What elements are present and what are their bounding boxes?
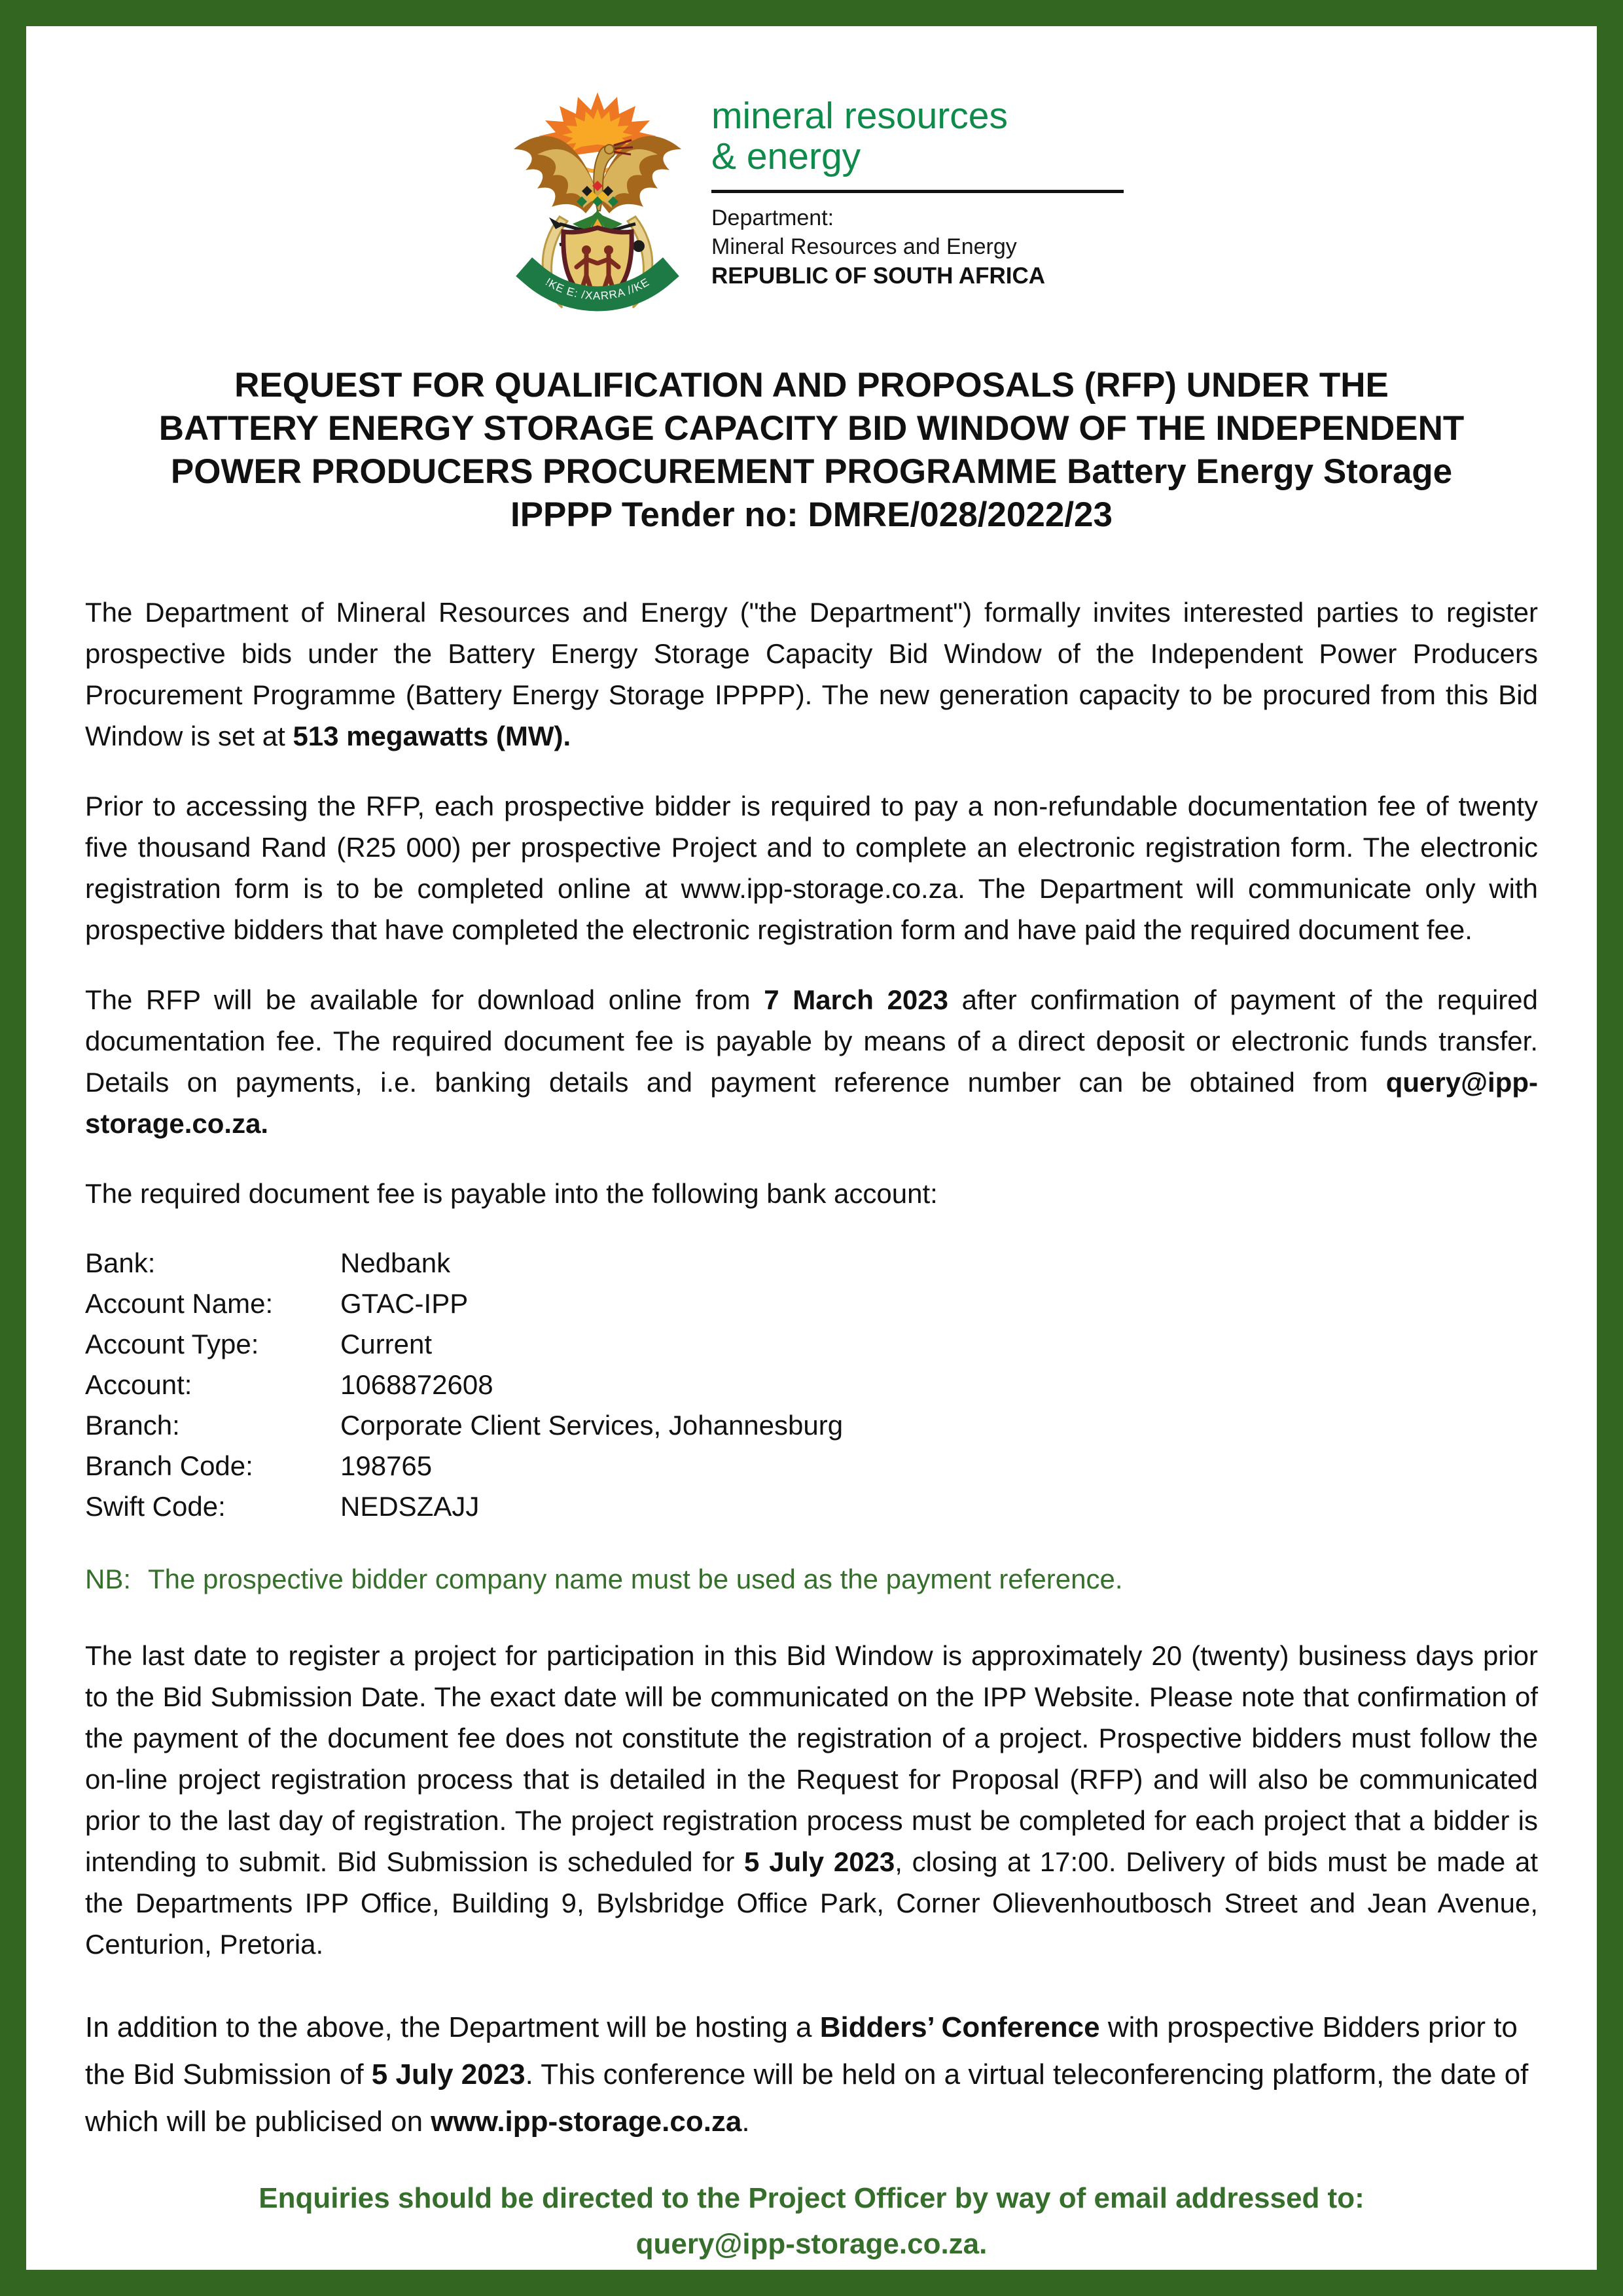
bidders-conference-bold: Bidders’ Conference <box>819 2011 1100 2043</box>
table-row <box>85 1243 1538 1283</box>
capacity-bold: 513 megawatts (MW). <box>293 721 571 751</box>
registration-text-1: The last date to register a project for participation in this Bid Window is approximately 20 (twenty) business days prior to the Bid Submission Date. The exact date will be communicated on the IPP Website. Please note that confirmation of the payment of the document fee does not constitute the registration of a project. Prospective bidders must follow the on-line project registration process that is detailed in the Request for Proposal (RFP) and will also be communicated prior to the last day of registration. The project registration process must be completed for each project that a bidder is intending to submit. Bid Submission is scheduled for <box>85 1640 1538 1877</box>
table-row <box>85 1486 1538 1527</box>
paragraph-rfp-download <box>85 979 1538 1144</box>
brand-line-1: mineral resources <box>711 95 1008 137</box>
table-row <box>85 1405 1538 1446</box>
registration-text-2: , closing at 17:00. Delivery of bids must be made at the Departments IPP Office, Building 9, Bylsbridge Office Park, Corner Olievenhoutbosch Street and Jean Avenue, Centurion, Pretoria. <box>85 1846 1538 1960</box>
table-row <box>85 1365 1538 1405</box>
conference-text-4: . <box>741 2106 750 2138</box>
enquiries-footer <box>85 2176 1538 2267</box>
motto-text: !KE E: /XARRA //KE <box>543 276 652 302</box>
query-email-bold: query@ipp-storage.co.za. <box>85 1067 1538 1139</box>
bank-account-intro: The required document fee is payable into the following bank account: <box>85 1178 938 1209</box>
title-line-3: POWER PRODUCERS PROCUREMENT PROGRAMME Battery Energy Storage <box>170 452 1453 491</box>
website-bold: www.ipp-storage.co.za <box>431 2106 742 2138</box>
document-body <box>85 592 1538 2145</box>
table-row <box>85 1283 1538 1324</box>
title-line-4: IPPPP Tender no: DMRE/028/2022/23 <box>510 495 1113 534</box>
swift-code-label: Swift Code: <box>85 1491 226 1522</box>
department-logo <box>85 89 1538 318</box>
conference-text-1: In addition to the above, the Department will be hosting a <box>85 2011 820 2043</box>
conference-text-2: with prospective Bidders prior to the Bid Submission of <box>85 2011 1518 2090</box>
enquiries-email: query@ipp-storage.co.za. <box>635 2228 988 2260</box>
branch-value: Corporate Client Services, Johannesburg <box>340 1410 844 1441</box>
bank-details-table <box>85 1243 1538 1527</box>
table-row <box>85 1446 1538 1486</box>
nb-text: The prospective bidder company name must be used as the payment reference. <box>148 1564 1123 1594</box>
branch-code-label: Branch Code: <box>85 1450 253 1481</box>
paragraph-invitation <box>85 592 1538 757</box>
bank-value: Nedbank <box>340 1247 451 1278</box>
account-name-value: GTAC-IPP <box>340 1288 469 1319</box>
branch-code-value: 198765 <box>340 1450 433 1481</box>
brand-block <box>711 89 1124 291</box>
paragraph-document-fee: Prior to accessing the RFP, each prospective bidder is required to pay a non-refundable documentation fee of twenty five thousand Rand (R25 000) per prospective Project and to complete an electronic registration form. The electronic registration form is to be completed online at www.ipp-storage.co.za. The Department will communicate only with prospective bidders that have completed the electronic registration form and have paid the required document fee. <box>85 791 1538 945</box>
department-label: Department: <box>711 206 834 230</box>
account-name-label: Account Name: <box>85 1288 274 1319</box>
coat-of-arms <box>499 89 696 318</box>
account-type-value: Current <box>340 1329 433 1359</box>
table-row <box>85 1324 1538 1365</box>
invitation-text: The Department of Mineral Resources and Energy ("the Department") formally invites interested parties to register prospective bids under the Battery Energy Storage Capacity Bid Window of the Independent Power Producers Procurement Programme (Battery Energy Storage IPPPP). The new generation capacity to be procured from this Bid Window is set at <box>85 597 1538 751</box>
conference-date-bold: 5 July 2023 <box>371 2058 526 2090</box>
swift-code-value: NEDSZAJJ <box>340 1491 480 1522</box>
header <box>85 89 1538 318</box>
country-name: REPUBLIC OF SOUTH AFRICA <box>711 263 1046 289</box>
paragraph-registration <box>85 1635 1538 1965</box>
payment-reference-note <box>85 1558 1538 1600</box>
nb-label: NB: <box>85 1564 132 1594</box>
brand-line-2: & energy <box>711 135 861 177</box>
account-type-label: Account Type: <box>85 1329 259 1359</box>
paragraph-bidders-conference <box>85 2004 1538 2145</box>
account-number-label: Account: <box>85 1369 192 1400</box>
branch-label: Branch: <box>85 1410 180 1441</box>
submission-date-bold: 5 July 2023 <box>744 1846 895 1877</box>
document-title <box>85 364 1538 537</box>
conference-text-3: . This conference will be held on a virtual teleconferencing platform, the date of which will be publicised on <box>85 2058 1529 2138</box>
rfp-download-text-2: after confirmation of payment of the required documentation fee. The required document fee is payable by means of a direct deposit or electronic funds transfer. Details on payments, i.e. banking details and payment reference number can be obtained from <box>85 984 1538 1098</box>
account-number-value: 1068872608 <box>340 1369 493 1400</box>
bank-label: Bank: <box>85 1247 156 1278</box>
department-name: Mineral Resources and Energy <box>711 234 1017 259</box>
brand-divider <box>711 190 1124 193</box>
title-line-2: BATTERY ENERGY STORAGE CAPACITY BID WINDOW OF THE INDEPENDENT <box>158 409 1465 448</box>
rfp-download-text-1: The RFP will be available for download online from <box>85 984 764 1015</box>
enquiries-line: Enquiries should be directed to the Project Officer by way of email addressed to: <box>259 2182 1364 2214</box>
document-content <box>26 26 1597 2270</box>
title-line-1: REQUEST FOR QUALIFICATION AND PROPOSALS (RFP) UNDER THE <box>234 366 1389 404</box>
rfp-date-bold: 7 March 2023 <box>764 984 948 1015</box>
